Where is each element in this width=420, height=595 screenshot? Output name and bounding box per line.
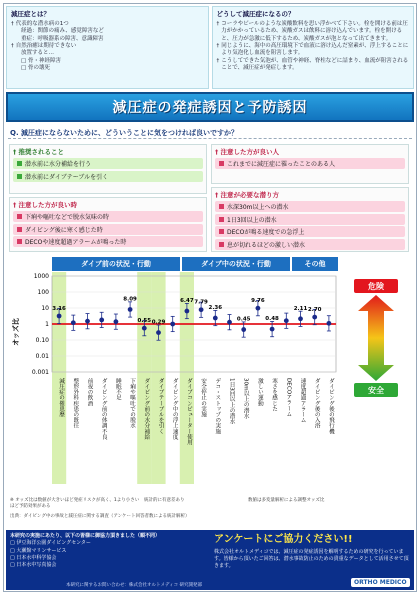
- source-text: 出典：ダイビング中の事故と減圧症に関する調査（アンケート回答者数による統計解析）: [10, 514, 190, 519]
- data-point: [85, 319, 90, 324]
- data-label: 2.70: [307, 307, 322, 314]
- data-point: [213, 316, 218, 321]
- caution-dive-item: 水深30m以上への潜水: [215, 201, 405, 212]
- square-icon: [219, 229, 224, 234]
- intro-list-item: [11, 65, 204, 72]
- y-tick-label: 0.10: [35, 337, 49, 344]
- what-is-dcs-title: 減圧症とは？: [11, 10, 50, 18]
- data-point: [284, 318, 289, 323]
- square-icon: [219, 217, 224, 222]
- survey-title: アンケートにご協力ください!!: [214, 534, 353, 545]
- bullet-icon: †: [216, 57, 220, 64]
- bullet-icon: †: [11, 20, 14, 27]
- recommended-item: 潜水前にダイブテーブルを引く: [13, 171, 203, 182]
- data-point: [199, 307, 204, 312]
- data-label: 3.16: [52, 306, 66, 313]
- intro-list-item: [11, 28, 204, 35]
- data-label: 2.11: [293, 305, 308, 312]
- category-label: ダイビング後の入浴: [313, 378, 320, 429]
- caution-people-title: † 注意した方が良い人: [215, 148, 280, 156]
- y-tick-label: 1: [45, 321, 49, 328]
- intro-list-item: [217, 58, 410, 73]
- recommended-title: † 推奨されること: [13, 148, 65, 156]
- square-icon: [17, 214, 22, 219]
- caution-moments-title: † 注意した方が良い時: [13, 201, 78, 209]
- intro-text: □ 骨・神経障害: [21, 57, 61, 64]
- square-icon: [219, 161, 224, 166]
- why-dcs-title: どうして減圧症になるの？: [216, 10, 295, 18]
- question-text: Q. 減圧症にならないために、どういうことに気をつければ良いですか？: [10, 129, 239, 137]
- intro-text: 同じように、海中の高圧環境下で血液に溶け込んだ窒素が、浮上することにより気泡化し血流を阻害します。: [221, 43, 409, 57]
- caution-moment-item: 下痢や嘔吐などで脱水気味の時: [13, 211, 203, 222]
- intro-text: コーラやビールのような炭酸飲料を思い浮かべて下さい。栓を開ける前は圧力がかかっているため、炭酸ガスは飲料に溶け込んでいます。栓を開けると、圧力が急激に低下するため、炭酸ガスが泡となって出てきます。: [221, 20, 408, 42]
- caution-dive-panel: [211, 187, 409, 252]
- footer-address: 本研究に関するお問い合わせ：株式会社オルトメディコ 研究開発部: [66, 583, 203, 588]
- data-label: 9.76: [251, 298, 265, 305]
- odds-ratio-chart: [6, 272, 346, 497]
- category-label: ダイブテーブルを引く: [157, 378, 164, 434]
- square-icon: [17, 239, 22, 244]
- category-label: ダイビング後の飛行機: [327, 378, 334, 434]
- data-point: [185, 309, 190, 314]
- bullet-icon: †: [216, 20, 220, 27]
- data-point: [71, 320, 76, 325]
- survey-text: 株式会社オルトメディコでは、減圧症の発症誘因を解明するための研究を行っています。皆様から頂いたご回答は、潜水事故防止のための貴重なデータとして活用させて頂きます。: [214, 549, 409, 569]
- y-tick-label: 10: [41, 305, 49, 312]
- square-icon: [219, 242, 224, 247]
- y-tick-label: 0.01: [35, 353, 49, 360]
- data-label: 0.48: [265, 316, 279, 323]
- recommended-panel: [9, 144, 207, 194]
- intro-text: □ 骨の壊死: [21, 65, 50, 72]
- chart-note-right: 数値は多変量解析による調整オッズ比: [248, 498, 325, 503]
- footer-thanks: [10, 533, 210, 569]
- ortho-medico-logo: ORTHO MEDICO: [351, 578, 410, 587]
- category-label: 激しい運動: [256, 378, 263, 406]
- data-point: [170, 322, 175, 327]
- footer-thanks-title: 本研究の実施にあたり、以下の皆様に御協力頂きました（順不同）: [10, 533, 161, 539]
- category-label: 1日3回以上の潜水: [228, 378, 235, 425]
- square-icon: [17, 174, 22, 179]
- chart-header-pre-dive: ダイブ前の状況・行動: [52, 257, 180, 271]
- category-label: DECOアラーム: [285, 378, 292, 417]
- what-is-dcs-box: [6, 6, 209, 89]
- footer-survey: [214, 533, 410, 570]
- data-point: [156, 330, 161, 335]
- caution-people-item: これまでに減圧症に罹ったことのある人: [215, 158, 405, 169]
- category-label: 速度超過アラーム: [299, 378, 306, 423]
- bullet-icon: †: [11, 43, 14, 50]
- sponsor-item: □ 日本水中写真協会: [10, 562, 57, 568]
- category-label: ダイブコンピューター使用: [185, 378, 192, 446]
- caution-moments-panel: [9, 197, 207, 252]
- bullet-icon: †: [216, 43, 220, 50]
- intro-section: [6, 6, 414, 89]
- intro-text: こうしてできた気泡が、血管や神経、脊柱などに詰まり、血流が阻害されることで、減圧症が発症します。: [221, 57, 409, 72]
- data-label: 0.55: [137, 318, 152, 325]
- data-point: [142, 326, 147, 331]
- intro-text: 代表的な潜水病の1つ: [15, 20, 69, 27]
- y-tick-label: 100: [37, 289, 49, 296]
- category-label: 減圧症の罹患歴: [58, 378, 65, 418]
- data-point: [227, 320, 232, 325]
- category-label: 前夜の飲酒: [86, 378, 93, 406]
- category-label: 寒さを感じた: [271, 378, 278, 412]
- caution-people-panel: [211, 144, 409, 184]
- y-axis-label: オッズ比: [12, 318, 20, 346]
- intro-list-item: [217, 43, 410, 58]
- chart-header-other: その他: [292, 257, 338, 271]
- data-point: [312, 315, 317, 320]
- y-tick-label: 1000: [33, 273, 49, 280]
- data-label: 0.29: [151, 319, 166, 326]
- square-icon: [219, 204, 224, 209]
- category-label: 睡眠不足: [114, 378, 121, 401]
- caution-dive-item: 1日3回以上の潜水: [215, 214, 405, 225]
- square-icon: [17, 227, 22, 232]
- caution-dive-item: DECOが鳴る速度での急浮上: [215, 226, 405, 237]
- intro-text: 経過：関節の痛み、感覚障害など: [21, 28, 104, 35]
- category-label: ダイビング前の体調不良: [100, 378, 107, 440]
- caution-moment-item: DECOや速度超過アラームが鳴った時: [13, 236, 203, 247]
- category-label: デコ・ストップの実施: [214, 378, 221, 434]
- sponsor-item: □ 大瀬館マリンサービス: [10, 547, 67, 554]
- risk-arrow-icon: [358, 295, 394, 381]
- square-icon: [17, 161, 22, 166]
- chart-header-during-dive: ダイブ中の状況・行動: [182, 257, 290, 271]
- risk-scale: [344, 279, 410, 399]
- intro-list-item: [11, 36, 204, 43]
- sponsor-item: □ 日本水中科学協会: [10, 554, 57, 561]
- category-label: 整形外科疾患の既往: [72, 378, 79, 429]
- question-divider: [8, 138, 412, 139]
- intro-text: 自然治癒は期待できない: [15, 43, 77, 50]
- footer: [6, 530, 414, 590]
- data-point: [99, 318, 104, 323]
- data-point: [57, 314, 62, 319]
- sponsor-item: □ 伊豆海洋公園ダイビングセンター: [10, 540, 91, 547]
- category-label: 下痢や嘔吐での脱水: [129, 378, 136, 429]
- main-banner: [6, 92, 414, 122]
- data-label: 2.36: [208, 305, 223, 312]
- caution-moment-item: ダイビング後に寒く感じた時: [13, 224, 203, 235]
- category-label: 安全停止の実施: [200, 378, 207, 418]
- data-point: [256, 306, 261, 311]
- category-label: ダイビング中の浮上速度: [171, 378, 178, 440]
- data-point: [270, 327, 275, 332]
- why-dcs-list: [217, 21, 410, 73]
- safe-label: 安全: [354, 383, 398, 397]
- data-point: [114, 319, 119, 324]
- data-point: [327, 321, 332, 326]
- data-point: [241, 327, 246, 332]
- chart-note-mid: 統計的に有意差あり: [144, 498, 185, 503]
- category-label: 30m以上の潜水: [242, 378, 249, 419]
- data-point: [298, 316, 303, 321]
- chart-note-left: ※ オッズ比は数値が大きいほど発症リスクが高く、1より小さいほど予防効果がある: [10, 498, 140, 509]
- intro-text: 重症：呼吸器系の障害、意識障害: [21, 35, 104, 42]
- recommended-item: 潜水前に水分補給を行う: [13, 158, 203, 169]
- data-label: 7.79: [194, 299, 208, 306]
- data-point: [128, 307, 133, 312]
- banner-title: 減圧症の発症誘因と予防誘因: [112, 100, 308, 116]
- data-label: 6.47: [180, 298, 194, 305]
- why-dcs-box: [212, 6, 415, 89]
- category-label: ダイビング前の水分補給: [143, 378, 150, 440]
- danger-label: 危険: [354, 279, 398, 293]
- y-tick-label: 0.001: [31, 369, 49, 376]
- intro-text: 放置すると…: [21, 50, 55, 57]
- intro-list-item: [11, 50, 204, 57]
- caution-dive-item: 息が切れるほどの激しい潜水: [215, 239, 405, 250]
- what-is-dcs-list: [11, 21, 204, 73]
- data-label: 0.45: [236, 316, 251, 323]
- caution-dive-title: † 注意が必要な潜り方: [215, 191, 280, 199]
- data-label: 8.09: [123, 296, 137, 303]
- intro-list-item: [217, 21, 410, 43]
- poster: [3, 3, 417, 592]
